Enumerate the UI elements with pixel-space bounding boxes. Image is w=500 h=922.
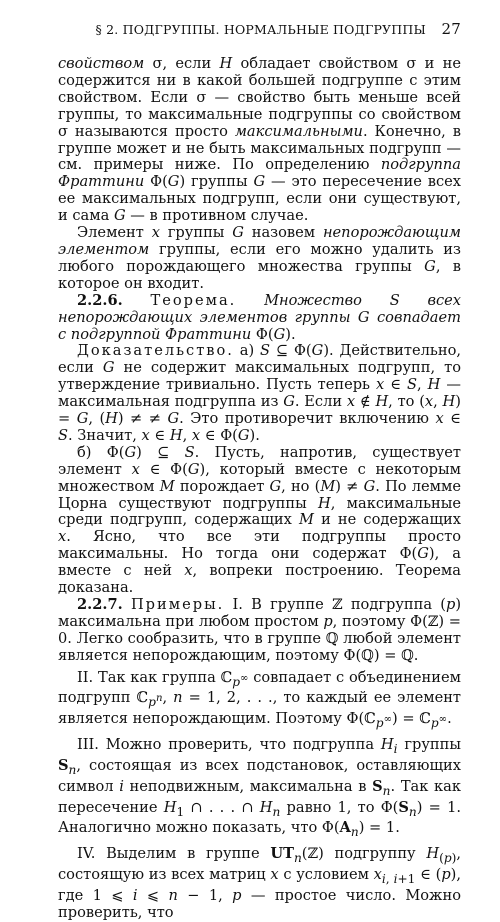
paragraph: II. Так как группа ℂ$_{p^\infty}$ совпадает с объединением подгрупп ℂ$_{p^n}$, n = 1, 2, . . ., то каждый ее элемент является непорождающим. Поэтому Φ(ℂ$_{p^\infty}$) = ℂ$_{p^\infty}$. bbox=[58, 668, 462, 731]
paragraph: Доказательство. а) S ⊆ Φ(G). Действительно, если G не содержит максимальных подгрупп, то утверждение тривиально. Пусть теперь x ∈ S, H — максимальная подгруппа из G. Если x ∉ H, то (x, H) = G, (H) ≠ ≠ G. Это противоречит включению x ∈ S. Значит, x ∈ H, x ∈ Φ(G). bbox=[58, 342, 461, 444]
page-number: 27 bbox=[441, 20, 461, 38]
running-title: § 2. ПОДГРУППЫ. НОРМАЛЬНЫЕ ПОДГРУППЫ bbox=[95, 22, 426, 37]
paragraph: IV. Выделим в группе $UT_n(ℤ)$ подгруппу $H_{(p)}$, состоящую из всех матриц x с условием $x_{i, i+1}$ ∈ (p), где 1 ⩽ i ⩽ n − 1, p — простое число. Можно проверить, что bbox=[58, 845, 462, 921]
paragraph: III. Можно проверить, что подгруппа $H_i$ группы $S_n$, состоящая из всех подстановок, оставляющих символ i неподвижным, максимальна в $S_n$. Так как пересечение $H_1$ ∩ . . . ∩ $H_n$ равно 1, то $\Phi(S_n) = 1$. Аналогично можно показать, что $\Phi(A_n) = 1$. bbox=[58, 736, 461, 840]
paragraph: б) Φ(G) ⊆ S. Пусть, напротив, существует элемент x ∈ Φ(G), который вместе с некоторым множеством M порождает G, но (M) ≠ G. По лемме Цорна существуют подгруппы H, максимальные среди подгрупп, содержащих M и не содержащих x. Ясно, что все эти подгруппы просто максимальны. Но тогда они содержат Φ(G), а вместе с ней x, вопреки построению. Теорема доказана. bbox=[58, 443, 462, 597]
paragraph: свойством σ, если H обладает свойством σ и не содержится ни в какой большей подгруппе с этим свойством. Если σ — свойство быть меньше всей группы, то максимальные подгруппы со свойством σ называются просто максимальными. Конечно, в группе может и не быть максимальных подгрупп — см. примеры ниже. По определению подгруппа Фраттини Φ(G) группы G — это пересечение всех ее максимальных подгрупп, если они существуют, и сама G — в противном случае. bbox=[58, 55, 462, 225]
paragraph: 2.2.6. Теорема. Множество S всех непорождающих элементов группы G совпадает с подгруппой Фраттини Φ(G). bbox=[58, 291, 461, 343]
paragraph: Элемент x группы G назовем непорождающим элементом группы, если его можно удалить из любого порождающего множества группы G, в которое он входит. bbox=[58, 224, 461, 292]
page-text bbox=[58, 56, 461, 922]
page-header bbox=[58, 20, 461, 38]
paragraph: 2.2.7. Примеры. I. В группе ℤ подгруппа (p) максимальна при любом простом p, поэтому Φ(ℤ) = 0. Легко сообразить, что в группе ℚ любой элемент является непорождающим, поэтому Φ(ℚ) = ℚ. bbox=[58, 596, 462, 664]
